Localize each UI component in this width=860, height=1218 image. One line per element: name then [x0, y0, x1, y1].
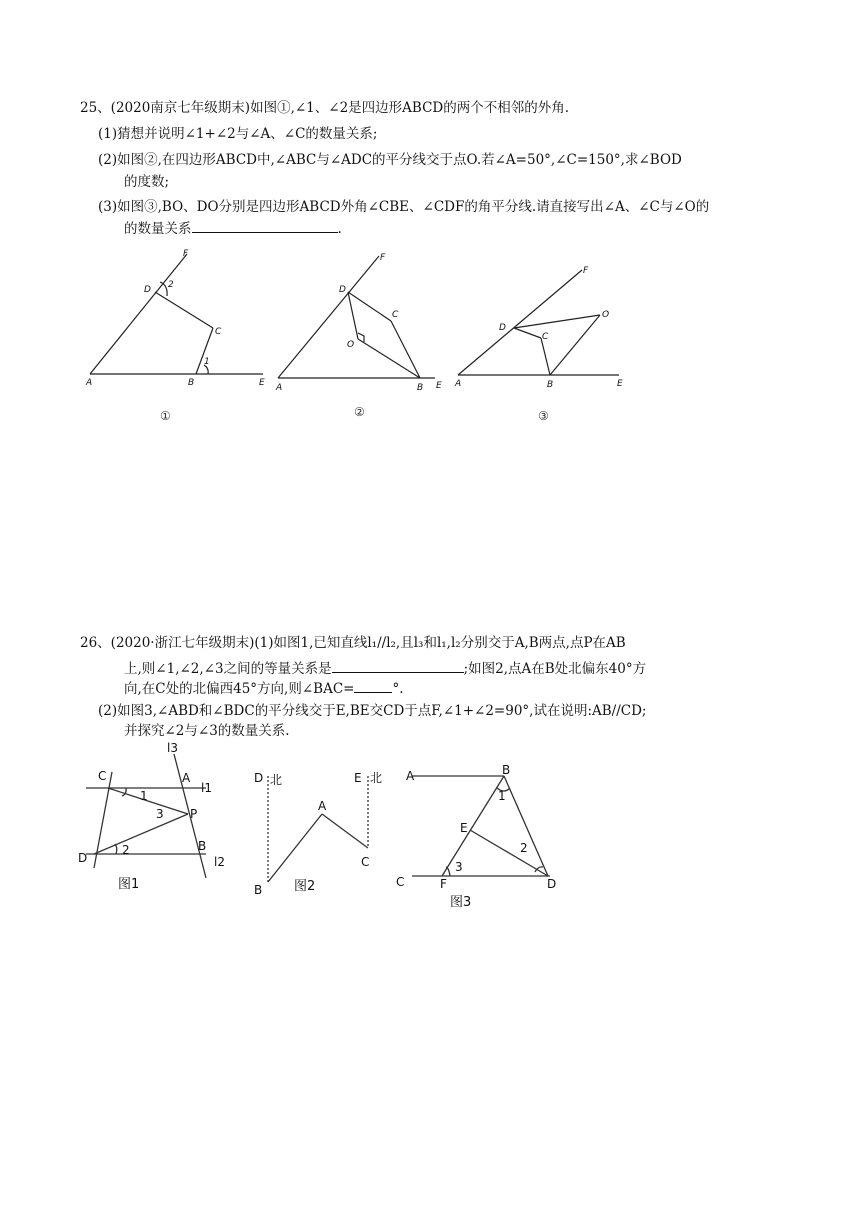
q25-stem: 25、(2020南京七年级期末)如图①,∠1、∠2是四边形ABCD的两个不相邻的外角. — [80, 100, 570, 116]
label-2: 2 — [168, 280, 174, 290]
q25-part3-end: . — [337, 221, 342, 237]
label-A: A — [455, 379, 462, 389]
label-C: C — [542, 332, 549, 342]
label-D: D — [547, 877, 557, 891]
figure-q26-1 — [76, 736, 246, 906]
label-P: P — [190, 807, 198, 821]
label-3: 3 — [156, 807, 164, 821]
label-F: F — [583, 266, 589, 276]
label-E: E — [354, 771, 362, 785]
answer-blank — [192, 220, 338, 233]
q25-part2-line1: (2)如图②,在四边形ABCD中,∠ABC与∠ADC的平分线交于点O.若∠A=50°,∠C=150°,求∠BOD — [98, 152, 682, 168]
q26-text: 上,则∠1,∠2,∠3之间的等量关系是 — [124, 661, 332, 677]
q26-text: 向,在C处的北偏西45°方向,则∠BAC= — [124, 681, 355, 697]
q25-part3-text: 的数量关系 — [124, 221, 192, 237]
label-2: 2 — [122, 843, 130, 857]
label-D: D — [254, 771, 264, 785]
label-O: O — [602, 310, 610, 320]
label-C: C — [215, 327, 222, 337]
label-l2: l2 — [214, 855, 225, 869]
figure-caption: ① — [160, 409, 171, 423]
label-A: A — [406, 769, 415, 783]
q26-part2-line1: (2)如图3,∠ABD和∠BDC的平分线交于E,BE交CD于点F,∠1+∠2=90°,试在说明:AB//CD; — [98, 703, 647, 719]
label-3: 3 — [455, 860, 463, 874]
label-O: O — [347, 340, 355, 350]
label-B: B — [417, 383, 424, 393]
label-A: A — [86, 378, 93, 388]
label-B: B — [198, 839, 207, 853]
q25-part3-line2 — [124, 220, 342, 238]
label-l1: l1 — [201, 781, 212, 795]
label-D: D — [499, 323, 506, 333]
figure-caption: ② — [354, 405, 365, 419]
figure-1 — [80, 248, 283, 428]
q26-text: ;如图2,点A在B处北偏东40°方 — [463, 661, 647, 677]
answer-blank — [354, 680, 392, 693]
label-E: E — [460, 821, 468, 835]
label-E: E — [259, 378, 265, 388]
answer-blank — [332, 660, 464, 673]
figure-caption: 图2 — [294, 879, 316, 894]
label-B: B — [254, 883, 263, 897]
label-B: B — [188, 378, 195, 388]
label-C: C — [361, 855, 370, 869]
label-C: C — [98, 769, 107, 783]
label-north: 北 — [370, 771, 383, 785]
q26-part1-line2 — [124, 660, 646, 678]
label-A: A — [276, 383, 283, 393]
label-D: D — [144, 285, 151, 295]
label-north: 北 — [270, 773, 283, 787]
label-E: E — [436, 381, 442, 391]
label-F: F — [183, 249, 189, 259]
label-C: C — [396, 875, 405, 889]
label-E: E — [617, 379, 623, 389]
label-1: 1 — [140, 789, 148, 803]
label-C: C — [392, 310, 399, 320]
label-D: D — [78, 851, 88, 865]
q26-stem: 26、(2020·浙江七年级期末)(1)如图1,已知直线l₁//l₂,且l₃和l₁,l₂分别交于A,B两点,点P在AB — [80, 635, 626, 651]
figure-caption: ③ — [538, 409, 549, 423]
label-D: D — [339, 285, 346, 295]
figure-q26-2 — [248, 760, 398, 910]
label-1: 1 — [204, 357, 210, 367]
q26-part1-line3 — [124, 680, 404, 698]
q25-part1: (1)猜想并说明∠1+∠2与∠A、∠C的数量关系; — [98, 126, 378, 142]
q25-part3-line1: (3)如图③,BO、DO分别是四边形ABCD外角∠CBE、∠CDF的角平分线.请直接写出∠A、∠C与∠O的 — [98, 199, 710, 215]
q26-part2-line2: 并探究∠2与∠3的数量关系. — [124, 723, 290, 739]
label-F: F — [380, 253, 386, 263]
figure-2 — [272, 248, 452, 428]
q26-text: °. — [392, 681, 404, 697]
label-1: 1 — [498, 789, 506, 803]
label-A: A — [318, 799, 327, 813]
label-B: B — [502, 763, 511, 777]
label-B: B — [547, 380, 554, 390]
label-2: 2 — [520, 841, 528, 855]
figure-q26-3 — [392, 764, 562, 924]
label-l3: l3 — [167, 741, 178, 755]
figure-caption: 图3 — [450, 895, 472, 910]
figure-3 — [452, 258, 632, 428]
label-A: A — [182, 771, 191, 785]
label-F: F — [440, 877, 447, 891]
q25-part2-line2: 的度数; — [124, 174, 170, 190]
figure-caption: 图1 — [118, 877, 140, 892]
